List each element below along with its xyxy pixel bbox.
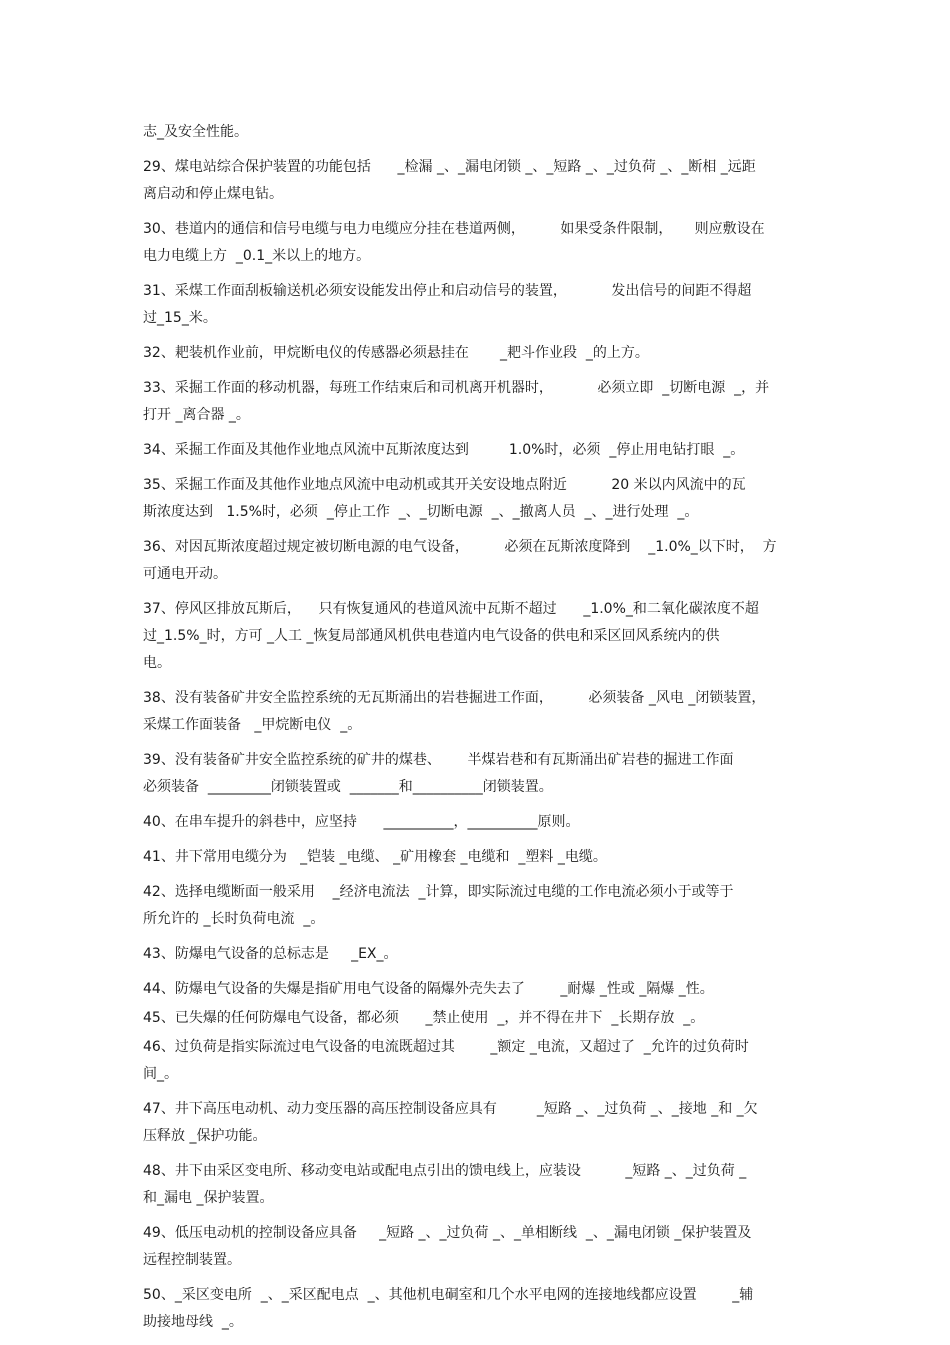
- question-paragraph: [143, 844, 810, 871]
- question-paragraph: [143, 1220, 810, 1274]
- text-line: 34、采掘工作面及其他作业地点风流中瓦斯浓度达到 1.0%时，必须 _停止用电钻打眼 _。: [143, 442, 745, 458]
- text-line: 过_1.5%_时，方可 _人工 _恢复局部通风机供电巷道内电气设备的供电和采区回风系统内的供: [143, 628, 720, 644]
- text-line: 所允许的 _长时负荷电流 _。: [143, 911, 325, 927]
- question-paragraph: [143, 375, 810, 429]
- question-paragraph: [143, 1005, 810, 1032]
- text-line: 助接地母线 _。: [143, 1314, 243, 1330]
- question-paragraph: [143, 596, 810, 677]
- text-line: 48、井下由采区变电所、移动变电站或配电点引出的馈电线上，应装设 _短路 _、_过负荷 _: [143, 1163, 747, 1179]
- question-paragraph: [143, 472, 810, 526]
- text-line: 31、采煤工作面刮板输送机必须安设能发出停止和启动信号的装置， 发出信号的间距不得超: [143, 283, 752, 299]
- text-line: 可通电开动。: [143, 566, 227, 582]
- question-paragraph: [143, 747, 810, 801]
- question-paragraph: [143, 809, 810, 836]
- text-line: 志_及安全性能。: [143, 124, 248, 140]
- text-line: 44、防爆电气设备的失爆是指矿用电气设备的隔爆外壳失去了 _耐爆 _性或 _隔爆 _性。: [143, 981, 714, 997]
- text-line: 49、低压电动机的控制设备应具备 _短路 _、_过负荷 _、_单相断线 _、_漏电闭锁 _保护装置及: [143, 1225, 752, 1241]
- text-line: 42、选择电缆断面一般采用 _经济电流法 _计算，即实际流过电缆的工作电流必须小于或等于: [143, 884, 734, 900]
- text-line: 41、井下常用电缆分为 _铠装 _电缆、 _矿用橡套 _电缆和 _塑料 _电缆。: [143, 849, 607, 865]
- text-line: 32、耙装机作业前，甲烷断电仪的传感器必须悬挂在 _耙斗作业段 _的上方。: [143, 345, 649, 361]
- text-line: 过_15_米。: [143, 310, 217, 326]
- text-line: 采煤工作面装备 _甲烷断电仪 _。: [143, 717, 362, 733]
- text-line: 间_。: [143, 1066, 178, 1082]
- question-paragraph: [143, 216, 810, 270]
- text-line: 29、煤电站综合保护装置的功能包括 _检漏 _、_漏电闭锁 _、_短路 _、_过负荷 _、_断相 _远距: [143, 159, 756, 175]
- question-paragraph: [143, 976, 810, 1003]
- text-line: 40、在串车提升的斜巷中，应坚持 __________，__________原则。: [143, 814, 580, 830]
- question-paragraph: [143, 119, 810, 146]
- text-line: 必须装备 _________闭锁装置或 _______和__________闭锁装置。: [143, 779, 553, 795]
- question-paragraph: [143, 1158, 810, 1212]
- question-paragraph: [143, 1034, 810, 1088]
- text-line: 50、_采区变电所 _、_采区配电点 _、其他机电硐室和几个水平电网的连接地线都应设置 _辅: [143, 1287, 754, 1303]
- text-line: 37、停风区排放瓦斯后， 只有恢复通风的巷道风流中瓦斯不超过 _1.0%_和二氧化碳浓度不超: [143, 601, 759, 617]
- question-paragraph: [143, 278, 810, 332]
- text-line: 30、巷道内的通信和信号电缆与电力电缆应分挂在巷道两侧， 如果受条件限制， 则应敷设在: [143, 221, 765, 237]
- question-paragraph: [143, 534, 810, 588]
- text-line: 和_漏电 _保护装置。: [143, 1190, 274, 1206]
- question-paragraph: [143, 154, 810, 208]
- text-line: 36、对因瓦斯浓度超过规定被切断电源的电气设备， 必须在瓦斯浓度降到 _1.0%_以下时， 方: [143, 539, 777, 555]
- text-line: 斯浓度达到 1.5%时，必须 _停止工作 _、_切断电源 _、_撤离人员 _、_进行处理 _。: [143, 504, 699, 520]
- text-line: 打开 _离合器 _。: [143, 407, 250, 423]
- text-line: 35、采掘工作面及其他作业地点风流中电动机或其开关安设地点附近 20 米以内风流中的瓦: [143, 477, 746, 493]
- question-paragraph: [143, 941, 810, 968]
- text-line: 39、没有装备矿井安全监控系统的矿井的煤巷、 半煤岩巷和有瓦斯涌出矿岩巷的掘进工作面: [143, 752, 734, 768]
- question-paragraph: [143, 685, 810, 739]
- question-paragraph: [143, 879, 810, 933]
- text-line: 远程控制装置。: [143, 1252, 241, 1268]
- text-line: 离启动和停止煤电钻。: [143, 186, 283, 202]
- question-paragraph: [143, 437, 810, 464]
- text-line: 46、过负荷是指实际流过电气设备的电流既超过其 _额定 _电流，又超过了 _允许的过负荷时: [143, 1039, 749, 1055]
- document-body: [143, 119, 810, 1344]
- question-paragraph: [143, 340, 810, 367]
- text-line: 电。: [143, 655, 171, 671]
- text-line: 47、井下高压电动机、动力变压器的高压控制设备应具有 _短路 _、_过负荷 _、_接地 _和 _欠: [143, 1101, 758, 1117]
- text-line: 33、采掘工作面的移动机器，每班工作结束后和司机离开机器时， 必须立即 _切断电源 _，并: [143, 380, 770, 396]
- text-line: 压释放 _保护功能。: [143, 1128, 267, 1144]
- text-line: 43、防爆电气设备的总标志是 _EX_。: [143, 946, 398, 962]
- text-line: 38、没有装备矿井安全监控系统的无瓦斯涌出的岩巷掘进工作面， 必须装备 _风电 _闭锁装置，: [143, 690, 766, 706]
- text-line: 45、已失爆的任何防爆电气设备，都必须 _禁止使用 _，并不得在井下 _长期存放 _。: [143, 1010, 705, 1026]
- text-line: 电力电缆上方 _0.1_米以上的地方。: [143, 248, 371, 264]
- question-paragraph: [143, 1282, 810, 1336]
- question-paragraph: [143, 1096, 810, 1150]
